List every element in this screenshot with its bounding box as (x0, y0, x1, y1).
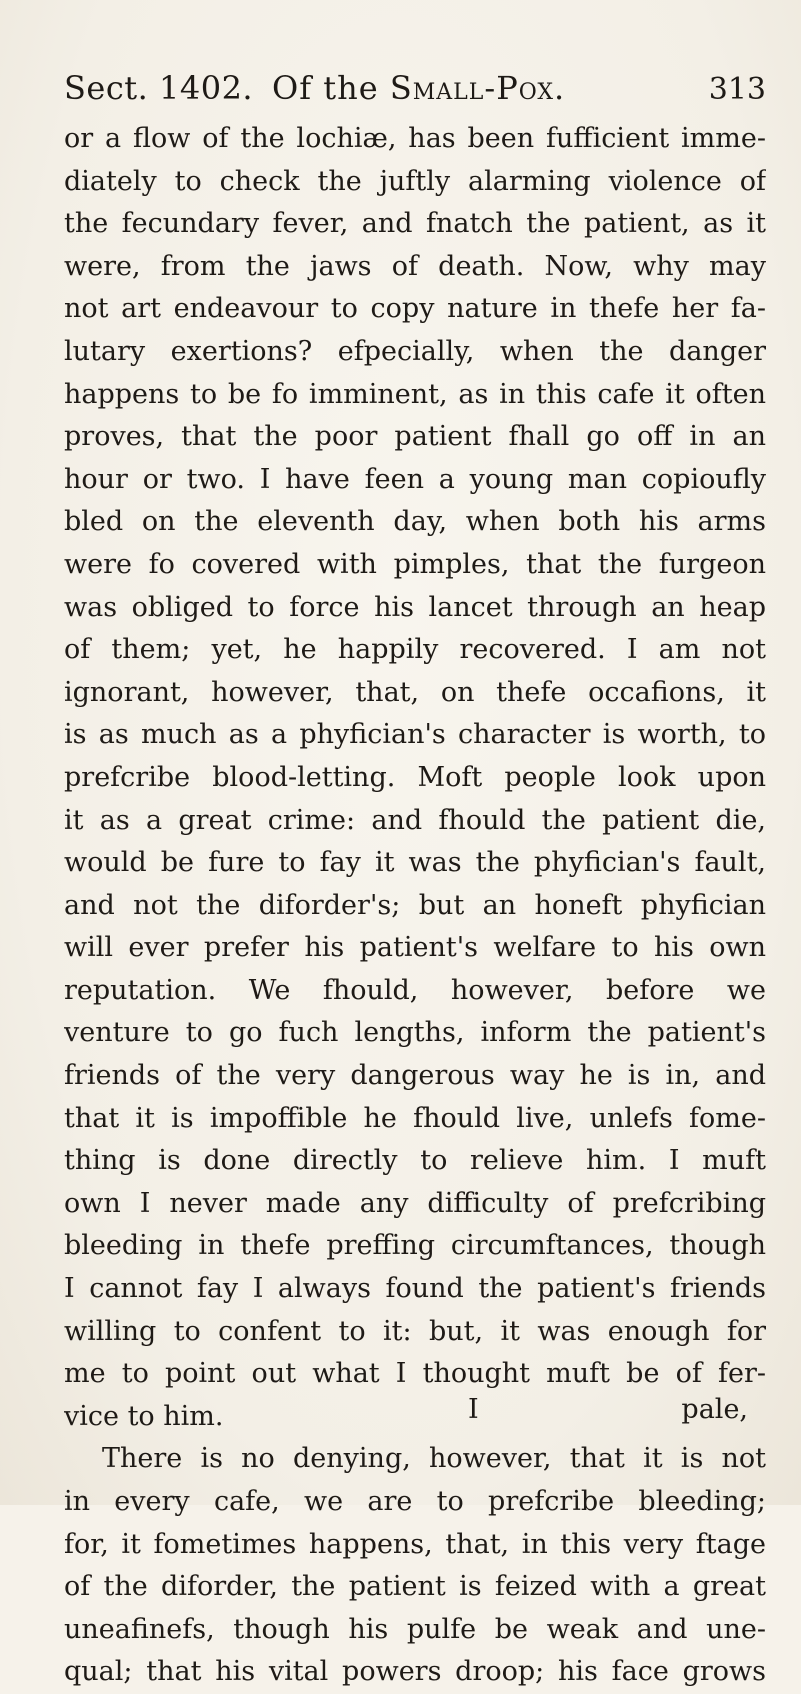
text-line: hour or two. I have feen a young man copioufly (64, 463, 766, 495)
catchline (64, 1390, 766, 1430)
running-head (64, 62, 766, 114)
signature-mark: I (468, 1394, 479, 1425)
text-line: willing to confent to it: but, it was enough for (64, 1315, 766, 1347)
text-line: and not the diforder's; but an honeft phyfician (64, 889, 766, 921)
chapter-title-smallcaps: Small-Pox. (389, 69, 566, 107)
text-line: happens to be fo imminent, as in this cafe it often (64, 378, 766, 410)
text-line: is as much as a phyfician's character is worth, to (64, 719, 766, 751)
text-line: will ever prefer his patient's welfare to his own (64, 932, 766, 964)
text-line: reputation. We fhould, however, before we (64, 974, 766, 1006)
text-line: friends of the very dangerous way he is in, and (64, 1060, 766, 1092)
text-line: was obliged to force his lancet through an heap (64, 591, 766, 623)
text-line: were, from the jaws of death. Now, why may (64, 250, 766, 282)
page-number: 313 (708, 72, 766, 107)
text-line: for, it fometimes happens, that, in this very ftage (64, 1528, 766, 1560)
chapter-title-prefix: Of the (272, 69, 379, 107)
text-line: in every cafe, we are to prefcribe bleeding; (64, 1486, 766, 1517)
text-line: thing is done directly to relieve him. I muft (64, 1145, 766, 1177)
catchword: pale, (681, 1394, 748, 1425)
text-line: it as a great crime: and fhould the patient die, (64, 804, 766, 836)
text-line: not art endeavour to copy nature in thefe her fa- (64, 293, 766, 325)
text-line: I cannot fay I always found the patient's friends (64, 1273, 766, 1305)
text-line: prefcribe blood-letting. Moft people look upon (64, 761, 766, 793)
text-line: of them; yet, he happily recovered. I am not (64, 634, 766, 666)
text-line: proves, that the poor patient fhall go off in an (64, 421, 766, 453)
text-line: would be fure to fay it was the phyfician's fault, (64, 847, 766, 879)
text-line: that it is impoffible he fhould live, unlefs fome- (64, 1102, 766, 1134)
text-line: qual; that his vital powers droop; his face grows (64, 1656, 766, 1688)
text-line: uneafinefs, though his pulfe be weak and une- (64, 1613, 766, 1645)
text-line: or a flow of the lochiæ, has been fufficient imme- (64, 123, 766, 154)
text-line: vice to him. (64, 1400, 224, 1432)
text-line: venture to go fuch lengths, inform the patient's (64, 1017, 766, 1049)
text-line: diately to check the juftly alarming violence of (64, 165, 766, 197)
chapter-title (272, 62, 565, 114)
text-line: ignorant, however, that, on thefe occafions, it (64, 676, 766, 708)
text-line: own I never made any difficulty of prefcribing (64, 1187, 766, 1219)
text-line: bleeding in thefe preffing circumftances, though (64, 1230, 766, 1262)
text-line: me to point out what I thought muft be of fer- (64, 1358, 766, 1390)
text-line: lutary exertions? efpecially, when the danger (64, 335, 766, 367)
body-text (64, 118, 766, 1694)
text-line: were fo covered with pimples, that the furgeon (64, 548, 766, 580)
text-line: the fecundary fever, and fnatch the patient, as it (64, 208, 766, 240)
section-number: Sect. 1402. (64, 69, 254, 107)
text-line: of the diforder, the patient is feized with a great (64, 1571, 766, 1603)
paragraph-start-line: There is no denying, however, that it is not (102, 1443, 766, 1475)
text-line: bled on the eleventh day, when both his arms (64, 506, 766, 538)
